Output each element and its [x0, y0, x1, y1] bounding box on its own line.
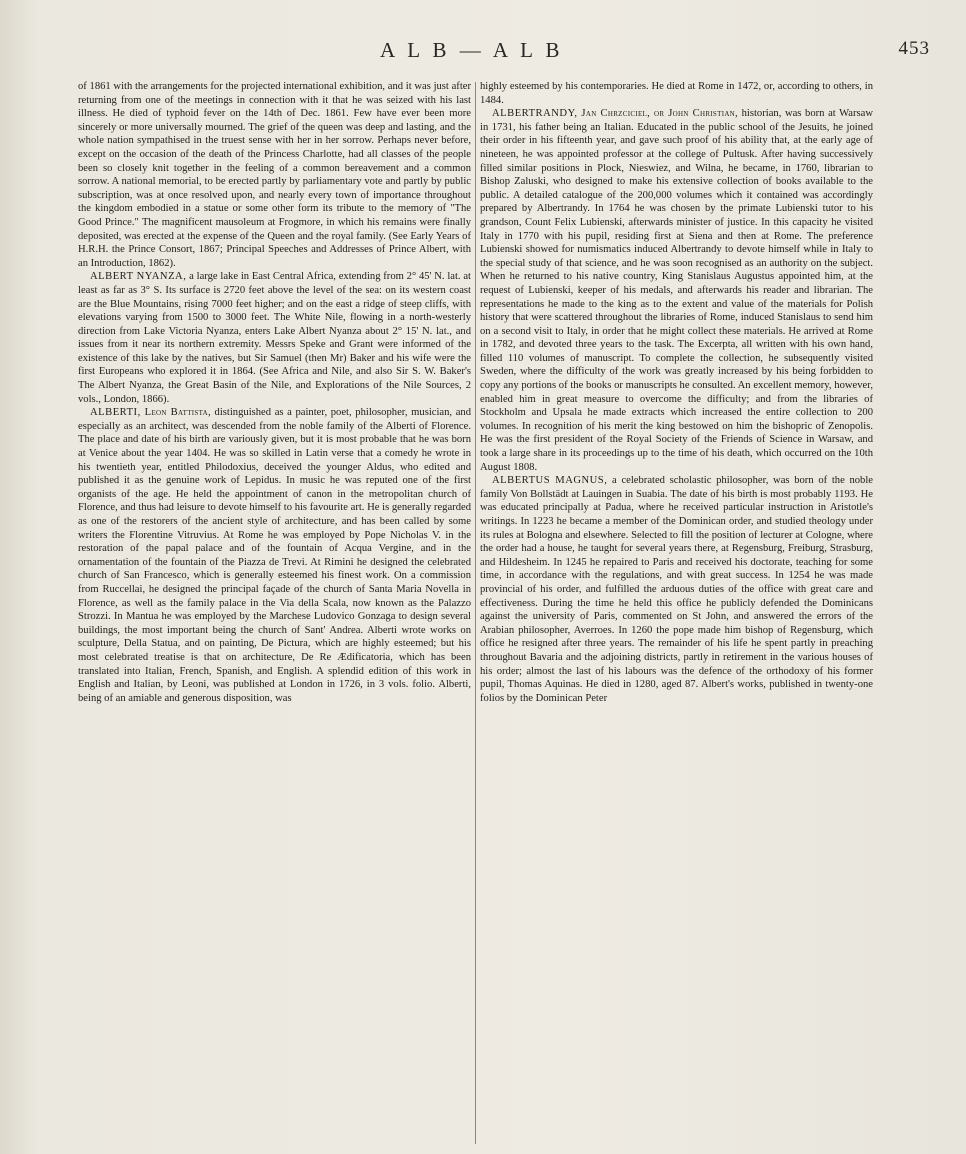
entry-albertus-magnus-text: a celebrated scholastic philosopher, was born of the noble family Von Bollstädt at Lauingen in Suabia. The date of his birth is most probably 1193. He was educated principally at Padua, where he received particular instruction in Aristotle's writings. In 1223 he became a member of the Dominican order, and studied theology under its rules at Bologna and elsewhere. Selected to fill the position of lecturer at Cologne, where the order had a house, he taught for several years there, at Regensburg, Freiburg, Strasburg, and Hildesheim. In 1245 he repaired to Paris and received his doctorate, teaching for some time, in accordance with the regulations, and with great success. In 1254 he was made provincial of his order, and fulfilled the arduous duties of the office with great care and effectiveness. During the time he held this office he publicly defended the Dominicans against the university of Paris, commented on St John, and answered the errors of the Arabian philosopher, Averroes. In 1260 the pope made him bishop of Regensburg, which office he resigned after three years. The remainder of his life he spent partly in preaching throughout Bavaria and the adjoining districts, partly in retirement in the various houses of his order; almost the last of his labours was the defence of the orthodoxy of his former pupil, Thomas Aquinas. He died in 1280, aged 87. Albert's works, published in twenty-one folios by the Dominican Peter: [480, 475, 873, 704]
column-divider: [475, 82, 476, 1144]
entry-alberti: [78, 406, 471, 705]
entry-albert-nyanza-text: a large lake in East Central Africa, extending from 2° 45' N. lat. at least as far as 3° S. Its surface is 2720 feet above the level of the sea: on its western coast are the Blue Mountains, rising 7000 feet higher; and on the east a ridge of steep cliffs, with elevations varying from 1500 to 3000 feet. The White Nile, flowing in a north-westerly direction from Lake Victoria Nyanza, enters Lake Albert Nyanza about 2° 15' N. lat., and issues from it near its northern extremity. Messrs Speke and Grant were informed of the existence of this lake by the natives, but Sir Samuel (then Mr) Baker and his wife were the first Europeans who explored it in 1864. (See Africa and Nile, and also Sir S. W. Baker's The Albert Nyanza, the Great Basin of the Nile, and Explorations of the Nile Sources, 2 vols., London, 1866).: [78, 271, 471, 405]
headword-albertrandy: ALBERTRANDY,: [492, 108, 578, 120]
text-columns: [78, 80, 940, 1142]
headword-alberti: ALBERTI,: [90, 407, 141, 419]
entry-albert-nyanza: [78, 270, 471, 406]
headword-albertus-magnus: ALBERTUS MAGNUS,: [492, 475, 608, 487]
right-column: [480, 80, 873, 1142]
entry-albertrandy-text: historian, was born at Warsaw in 1731, his father being an Italian. Educated in the public school of the Jesuits, he joined their order in his fifteenth year, and gave such proof of his ability that, at the early age of nineteen, he was appointed professor at the college of Pultusk. After having successively filled similar positions in Plock, Nieswiez, and Wilna, he became, in 1760, librarian to Bishop Zaluski, who designed to make his extensive collection of books available to the public. A detailed catalogue of the 200,000 volumes which it contained was accordingly prepared by Albertrandy. In 1764 he was chosen by the primate Lubienski tutor to his grandson, Count Felix Lubienski, afterwards minister of justice. In this capacity he visited Italy in 1770 with his pupil, residing first at Siena and then at Rome. The preference Lubienski showed for numismatics induced Albertrandy to devote himself while in Italy to the special study of that science, and he was soon recognised as an authority on the subject. When he returned to his native country, King Stanislaus Augustus appointed him, at the request of Lubienski, keeper of his medals, and afterwards his reader and librarian. The representations he made to the king as to the extent and value of the materials for Polish history that were scattered throughout the libraries of Rome, induced Stanislaus to send him on a second visit to Italy, in order that he might collect these materials. He arrived at Rome in 1782, and devoted three years to the task. The Excerpta, all written with his own hand, filled 110 volumes of manuscript. To complete the collection, he subsequently visited Sweden, where the difficulty of the work was greatly increased by his being forbidden to copy any portions of the books or manuscripts he consulted. An excellent memory, however, enabled him in great measure to overcome the difficulty; and from the libraries of Stockholm and Upsala he made extracts which increased the entire collection to 200 volumes. In recognition of his merit the king bestowed on him the bishopric of Zenopolis. He was the first president of the Royal Society of the Friends of Science in Warsaw, and took a large share in its proceedings up to the time of his death, which occurred on the 10th August 1808.: [480, 108, 873, 473]
entry-alberti-text: distinguished as a painter, poet, philosopher, musician, and especially as an architect, was descended from the noble family of the Alberti of Florence. The place and date of his birth are variously given, but it is most probable that he was born at Venice about the year 1404. He was so skilled in Latin verse that a comedy he wrote in his twentieth year, entitled Philodoxius, deceived the younger Aldus, who edited and published it as the genuine work of Lepidus. In music he was reputed one of the first organists of the age. He held the appointment of canon in the metropolitan church of Florence, and thus had leisure to devote himself to his favourite art. He is generally regarded as one of the restorers of the ancient style of architecture, and has been called by some writers the Florentine Vitruvius. At Rome he was employed by Pope Nicholas V. in the restoration of the papal palace and of the fountain of Acqua Vergine, and in the ornamentation of the fountain of the Piazza de Trevi. At Rimini he designed the celebrated church of San Francesco, which is generally esteemed his finest work. On a commission from Ruccellai, he designed the principal façade of the church of Santa Maria Novella in Florence, as well as the family palace in the Via della Scala, now known as the Palazzo Strozzi. In Mantua he was employed by the Marchese Ludovico Gonzaga to design several buildings, the most important being the church of Sant' Andrea. Alberti wrote works on sculpture, Della Statua, and on painting, De Pictura, which are highly esteemed; but his most celebrated treatise is that on architecture, De Re Ædificatoria, which has been translated into Italian, French, Spanish, and English. A splendid edition of this work in English and Italian, by Leoni, was published at London in 1726, in 3 vols. folio. Alberti, being of an amiable and generous disposition, was: [78, 407, 471, 704]
entry-albertrandy: [480, 107, 873, 474]
page-number: 453: [898, 38, 930, 59]
headword-albert-nyanza: ALBERT NYANZA,: [90, 271, 187, 283]
page-header: [0, 36, 966, 72]
headword-albertrandy-name: Jan Chrzciciel, or John Christian,: [577, 108, 738, 120]
alberti-continuation: highly esteemed by his contemporaries. He died at Rome in 1472, or, according to others, in 1484.: [480, 81, 873, 106]
headword-alberti-name: Leon Battista,: [140, 407, 211, 419]
prince-albert-continuation: of 1861 with the arrangements for the projected international exhibition, and it was just after returning from one of the meetings in connection with it that he was seized with his last illness. He died of typhoid fever on the 14th of Dec. 1861. Few have ever been more sincerely or more universally mourned. The grief of the queen was deep and lasting, and the whole nation sympathised in the truest sense with her in her sorrow. Perhaps never before, except on the occasion of the death of the Princess Charlotte, had all classes of the people been so closely knit together in the feeling of a common bereavement and a common sorrow. A national memorial, to be erected partly by parliamentary vote and partly by public subscription, was at once resolved upon, and nearly every town of importance throughout the kingdom embodied in a statue or some other form its tribute to the memory of "The Good Prince." The magnificent mausoleum at Frogmore, in which his remains were finally deposited, was erected at the expense of the Queen and the royal family. (See Early Years of H.R.H. the Prince Consort, 1867; Principal Speeches and Addresses of Prince Albert, with an Introduction, 1862).: [78, 81, 471, 269]
entry-albertus-magnus: [480, 474, 873, 705]
left-column: [78, 80, 471, 1142]
running-head: A L B — A L B: [380, 38, 564, 62]
